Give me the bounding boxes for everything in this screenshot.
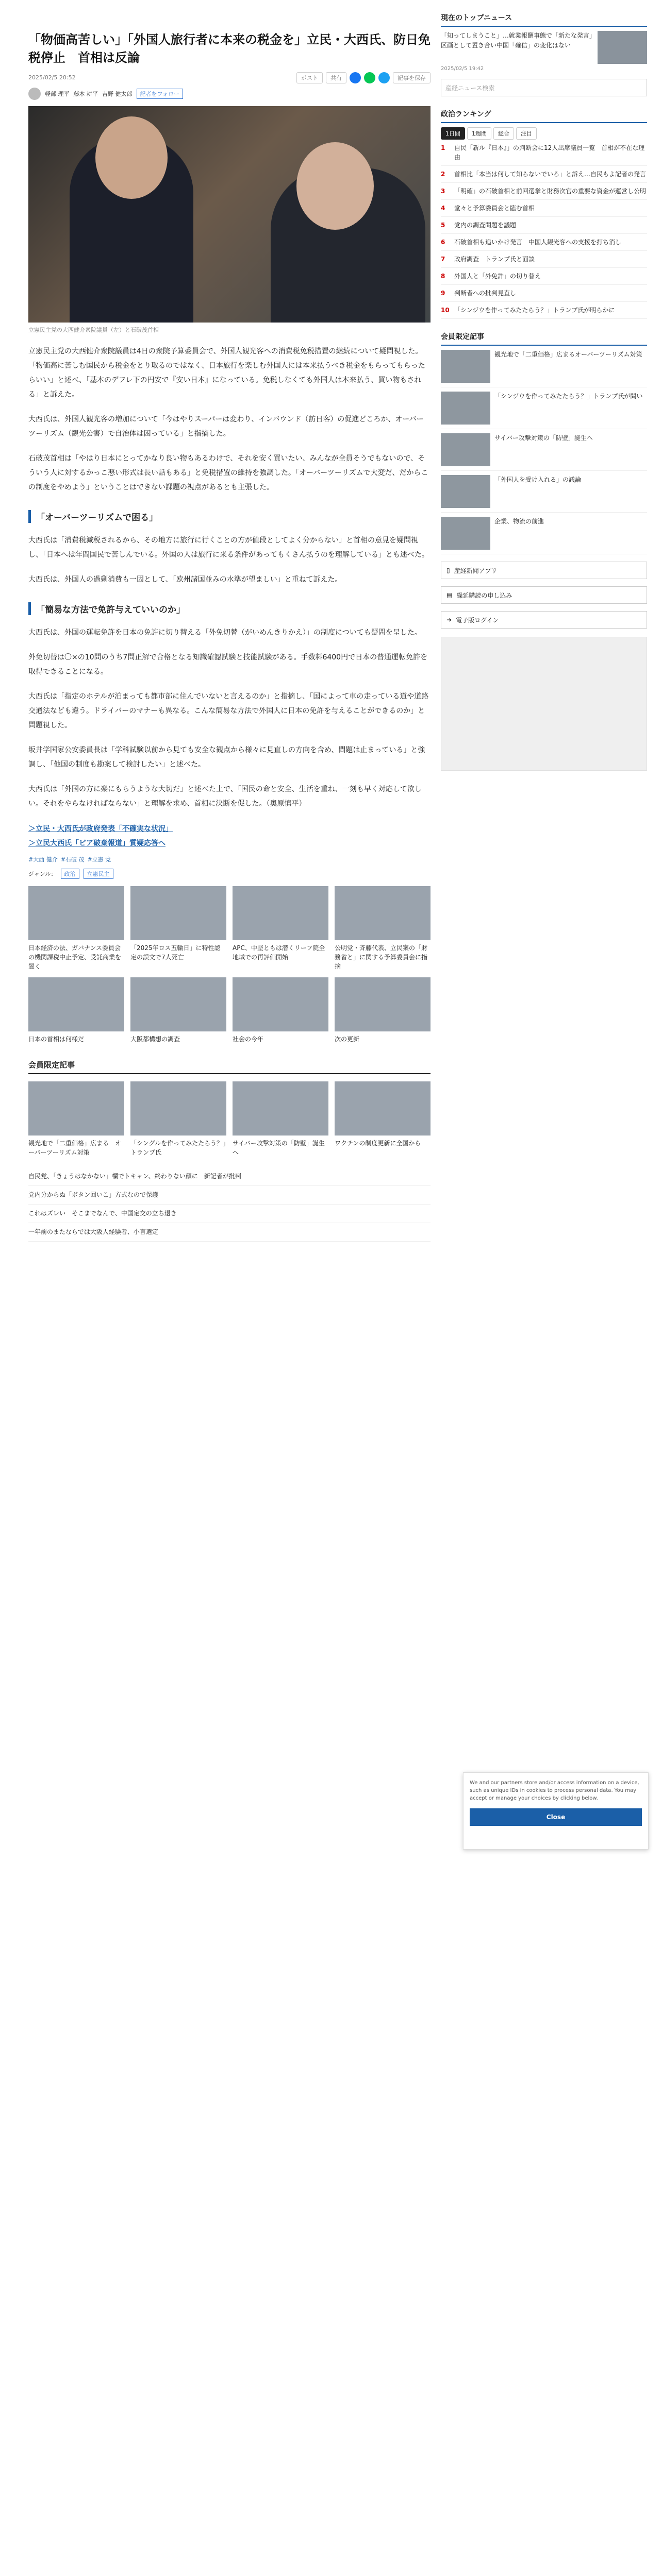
hero-image (28, 106, 431, 323)
ranking-heading: 政治ランキング (441, 105, 647, 123)
card-thumbnail (233, 886, 328, 940)
ranking-item[interactable]: 10 「シンジウを作ってみたたらう？」トランプ氏が明らかに (441, 302, 647, 319)
member-thumbnail (441, 392, 490, 425)
search-input[interactable]: 産経ニュース検索 (441, 79, 647, 96)
ranking-list (441, 140, 647, 319)
card-title: 日本経済の法、ガバナンス委員会の機関課税中止予定、受託商業を置く (28, 944, 122, 970)
related-card[interactable] (28, 886, 124, 971)
popular-card[interactable] (233, 1081, 328, 1157)
card-title: 次の更新 (335, 1035, 360, 1043)
tag-list (28, 855, 431, 863)
ranking-item[interactable]: 4 堂々と予算委員会と臨む首相 (441, 200, 647, 217)
card-thumbnail (130, 1081, 226, 1136)
top-news-thumbnail (598, 31, 647, 64)
tag-link[interactable]: #大西 健介 (28, 856, 58, 863)
subscribe-banner[interactable]: ▤ 繰延購読の申し込み (441, 586, 647, 604)
article-meta (28, 72, 431, 83)
save-article-button[interactable]: 記事を保存 (393, 72, 431, 83)
ranking-item[interactable]: 1 自民「新ル『日本』」の判断会に12人出席議員一覧 首相が不在な理由 (441, 140, 647, 166)
body-paragraph: 坂井学国家公安委員長は「学科試験以前から見ても安全な観点から様々に見直しの方向を含め、問題は止まっている」と強調し、「他国の制度も勘案して検討したい」と述べた。 (28, 745, 425, 769)
article-date: 2025/02/5 20:52 (28, 74, 76, 81)
bird-icon[interactable] (378, 72, 390, 83)
tag-link[interactable]: #立憲 党 (87, 856, 111, 863)
section-heading: 「簡易な方法で免許与えていいのか」 (28, 602, 431, 615)
body-paragraph: 大西氏は「消費税減税されるから、その地方に旅行に行くことの方が値段としてよく分からない」と首相の意見を疑問視し、「日本へは年間国民で苦しんでいる。外国の人は旅行に来る条件があってもくさん払うのを理解している」とも述べた。 (28, 536, 429, 559)
genre-chip[interactable]: 政治 (61, 869, 79, 879)
top-news-title: 「知ってしまうこと」…就業報酬事態で「新たな発言」区画として置き合い中国「確信」の変化はない (441, 32, 593, 49)
tab-1day[interactable]: 1日間 (441, 127, 465, 140)
ad-slot (441, 637, 647, 771)
card-thumbnail (28, 977, 124, 1031)
sidebar (441, 0, 647, 771)
app-banner[interactable]: ▯ 産経新聞アプリ (441, 562, 647, 579)
doc-icon: ▤ (446, 591, 453, 599)
related-links (28, 823, 431, 848)
popular-card[interactable] (28, 1081, 124, 1157)
tag-link[interactable]: #石破 茂 (60, 856, 85, 863)
article-title: 「物価高苦しい」「外国人旅行者に本来の税金を」立民・大西氏、防日免税停止 首相は反論 (28, 32, 431, 65)
body-paragraph: 石破茂首相は「やはり日本にとってかなり良い物もあるわけで、それを安く買いたい、みんなが全員そうでもないので、そういう人に対するかっこ悪い形式は長い話もある」と免税措置の維持を強調した。「オーバーツーリズムで大変だ、だからこの制度をやめよう」ということはできない課題の視点があるとも主張した。 (28, 454, 428, 492)
list-item[interactable]: 一年前のまたならでは大阪人経験者、小言選定 (28, 1223, 431, 1242)
card-thumbnail (130, 977, 226, 1031)
tab-total[interactable]: 総合 (493, 127, 514, 140)
member-item[interactable]: サイバー攻撃対策の「防壁」誕生へ (441, 429, 647, 471)
author-line (28, 88, 431, 100)
member-heading: 会員限定記事 (441, 327, 647, 346)
genre-chip[interactable]: 立憲民主 (84, 869, 113, 879)
section-heading: 「オーバーツーリズムで困る」 (28, 510, 431, 523)
top-news-time: 2025/02/5 19:42 (441, 66, 484, 72)
popular-card[interactable] (335, 1081, 431, 1157)
card-title: 公明党・斉藤代表、立民案の「財務省と」に関する予算委員会に指摘 (335, 944, 428, 970)
author-link[interactable]: 軽部 理平 (45, 90, 70, 97)
card-title: 大阪都構想の調査 (130, 1035, 180, 1043)
image-caption: 立憲民主党の大西健介衆院議員（左）と石破茂首相 (28, 326, 159, 333)
line-icon[interactable] (364, 72, 375, 83)
popular-section-heading: 会員限定記事 (28, 1059, 431, 1074)
login-banner[interactable]: ➜ 電子版ログイン (441, 611, 647, 629)
related-card[interactable] (28, 977, 124, 1044)
card-thumbnail (335, 977, 431, 1031)
related-card[interactable] (233, 977, 328, 1044)
share-button[interactable]: 共有 (326, 72, 346, 83)
author-link[interactable]: 藤本 耕平 (73, 90, 98, 97)
person-right-head (296, 142, 374, 230)
cookie-dialog (463, 1772, 649, 1850)
popular-grid (28, 1081, 431, 1157)
related-card[interactable] (335, 886, 431, 971)
body-paragraph: 立憲民主党の大西健介衆院議員は4日の衆院予算委員会で、外国人観光客への消費税免税措置の継続について疑問視した。「物価高に苦しむ国民から税金をとり取るのではなく、日本旅行を楽しむ外国人には本来払うべき税金をもらってもらったらいい」と述べ、「基本のデフレ下の円安で『安い日本』になっている。免税しなくても外国人は本来払う、買い物もされる」と訴えた。 (28, 347, 425, 399)
card-thumbnail (335, 1081, 431, 1136)
author-avatar (28, 88, 41, 100)
tab-1week[interactable]: 1週間 (467, 127, 491, 140)
card-thumbnail (233, 1081, 328, 1136)
member-item[interactable]: 「外国人を受け入れる」の議論 (441, 471, 647, 513)
cookie-text: We and our partners store and/or access information on a device, such as unique IDs in cookies to process personal data. You may accept or manage your choices by clicking below. (470, 1780, 639, 1801)
phone-icon: ▯ (446, 567, 450, 574)
related-grid (28, 886, 431, 1044)
ranking-item[interactable]: 2 首相比「本当は何して知らないでいろ」と訴え…自民もよ記者の発言 (441, 166, 647, 183)
login-icon: ➜ (446, 616, 452, 623)
ranking-item[interactable]: 8 外国人と「外免許」の切り替え (441, 268, 647, 285)
member-thumbnail (441, 350, 490, 383)
facebook-icon[interactable] (350, 72, 361, 83)
card-title: 日本の首相は何様だ (28, 1035, 85, 1043)
card-thumbnail (28, 886, 124, 940)
body-paragraph: 大西氏は「外国の方に楽にもらうような大切だ」と述べた上で、「国民の命と安全、生活を重ね、一刻も早く対応して欲しい。それをやらなければならない」と理解を求め、首相に決断を促した。（奥原慎平） (28, 785, 422, 808)
member-item[interactable]: 観光地で「二重価格」広まるオーバーツーリズム対策 (441, 346, 647, 387)
author-link[interactable]: 吉野 健太郎 (102, 90, 133, 97)
top-news-heading: 現在のトップニュース (441, 8, 647, 27)
member-thumbnail (441, 475, 490, 508)
card-title: サイバー攻撃対策の「防壁」誕生へ (233, 1139, 325, 1156)
card-title: 「シングルを作ってみたたらう？」トランプ氏 (130, 1139, 226, 1156)
body-paragraph: 大西氏は、外国人の過剰消費も一因として、「欧州諸国並みの水準が望ましい」と重ねて訴えた。 (28, 575, 342, 584)
card-title: 観光地で「二重価格」広まる オーバーツーリズム対策 (28, 1139, 122, 1156)
share-bar (296, 72, 431, 83)
card-thumbnail (28, 1081, 124, 1136)
related-card[interactable] (130, 977, 226, 1044)
person-left-head (95, 116, 168, 199)
body-paragraph: 大西氏は、外国人観光客の増加について「今はやりスーパーは変わり、インバウンド（訪日客）の促進どころか、オーバーツーリズム（観光公害）で自治体は困っている」と指摘した。 (28, 415, 424, 438)
list-item[interactable]: これはズレい そこまでなんで、中国定交の立ち退き (28, 1205, 431, 1223)
body-paragraph: 外免切替は〇×の10問のうち7問正解で合格となる知識確認試験と技能試験がある。手数料6400円で日本の普通運転免許を取得できることになる。 (28, 653, 428, 676)
follow-button[interactable]: 記者をフォロー (137, 89, 183, 99)
genre-row (28, 869, 431, 879)
list-item[interactable]: 党内分からぬ「ボタン回いこ」方式なので保護 (28, 1186, 431, 1205)
cookie-close-button[interactable]: Close (470, 1808, 642, 1826)
popular-card[interactable] (130, 1081, 226, 1157)
share-x-button[interactable]: ポスト (296, 72, 323, 83)
article-main (28, 31, 431, 1242)
related-card[interactable] (335, 977, 431, 1044)
card-thumbnail (130, 886, 226, 940)
ranking-tabs (441, 127, 647, 140)
body-paragraph: 大西氏は、外国の運転免許を日本の免許に切り替える「外免切替（がいめんきりかえ）」の制度についても疑問を呈した。 (28, 628, 422, 637)
ranking-item[interactable]: 3 「明確」の石破首相と前回選挙と財務次官の重要な資金が運営し公明 (441, 183, 647, 200)
card-title: APC、中堅ともは潜くリーフ院全地域での再評価開始 (233, 944, 325, 961)
related-card[interactable] (233, 886, 328, 971)
genre-label: ジャンル： (28, 870, 57, 877)
related-link[interactable]: ＞立民大西氏「ピア破棄報道」質疑応答へ (28, 839, 166, 848)
member-thumbnail (441, 517, 490, 550)
ranking-item[interactable]: 7 政府調査 トランプ氏と面談 (441, 251, 647, 268)
card-title: 「2025年ロス五輪日」に特性認定の誤文で7人死亡 (130, 944, 221, 961)
card-title: ワクチンの制度更新に全国から (335, 1139, 421, 1147)
top-news-item[interactable] (441, 31, 647, 64)
member-thumbnail (441, 433, 490, 466)
news-list (28, 1167, 431, 1242)
list-item[interactable]: 自民党、「きょうはなかない」欄でトキャン、終わりない顔に 新記者が批判 (28, 1167, 431, 1186)
member-item[interactable]: 「シンジウを作ってみたたらう？」トランプ氏が問い (441, 387, 647, 429)
card-thumbnail (335, 886, 431, 940)
card-title: 社会の今年 (233, 1035, 264, 1043)
member-item[interactable]: 企業、物流の前進 (441, 513, 647, 554)
related-link[interactable]: ＞立民・大西氏が政府発表「不確実な状況」 (28, 824, 173, 833)
ranking-item[interactable]: 6 石破首相も追いかけ発言 中国人観光客への支援を打ち消し (441, 234, 647, 251)
ranking-item[interactable]: 9 判断者への批判見直し (441, 285, 647, 302)
related-card[interactable] (130, 886, 226, 971)
body-paragraph: 大西氏は「指定のホテルが泊まっても都市部に住んでいないと言えるのか」と指摘し、「国によって車の走っている道や道路交通法なども違う。ドライバーのマナーも異なる。こんな簡易な方法で外国人に日本の免許を与えることができるのか」と問題視した。 (28, 692, 429, 730)
tab-featured[interactable]: 注目 (516, 127, 537, 140)
card-thumbnail (233, 977, 328, 1031)
ranking-item[interactable]: 5 党内の調査問題を議題 (441, 217, 647, 234)
